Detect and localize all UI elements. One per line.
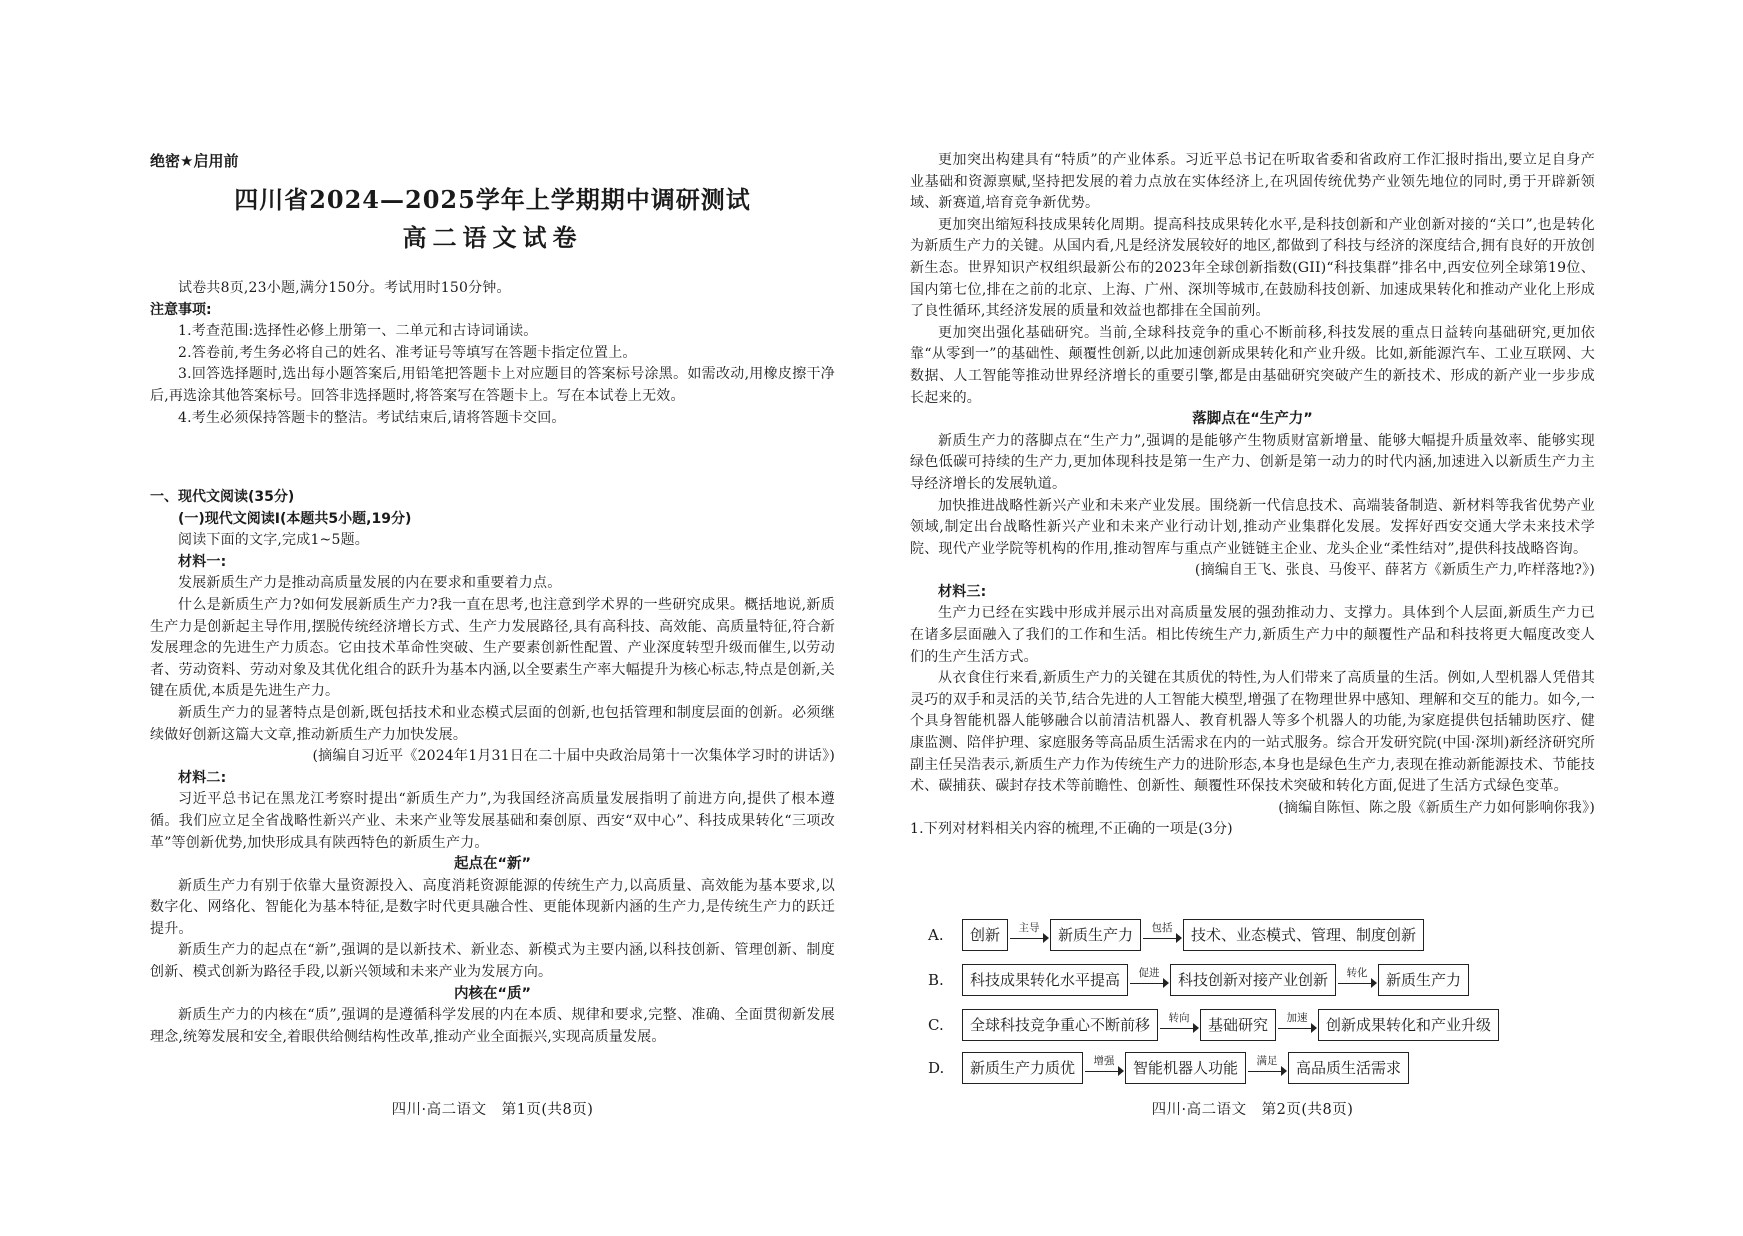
material-2-para: 更加突出构建具有“特质”的产业体系。习近平总书记在听取省委和省政府工作汇报时指出,要立足自身产业基础和资源禀赋,坚持把发展的着力点放在实体经济上,在巩固传统优势产业领先地位的同时,勇于开辟新领域、新赛道,培育竞争新优势。 [910, 152, 1595, 212]
material-1-para: 发展新质生产力是推动高质量发展的内在要求和重要着力点。 [178, 575, 562, 592]
material-2-heading: 材料二: [178, 769, 227, 786]
material-2-para: 更加突出缩短科技成果转化周期。提高科技成果转化水平,是科技创新和产业创新对接的“关口”,也是转化为新质生产力的关键。从国内看,凡是经济发展较好的地区,都做到了科技与经济的深度结合,拥有良好的开放创新生态。世界知识产权组织最新公布的2023年全球创新指数(GII)“科技集群”排名中,西安位列全球第19位、国内第七位,排在之前的北京、上海、广州、深圳等城市,在鼓励科技创新、加速成果转化和推动产业化上形成了良性循环,其经济发展的质量和效益也都排在全国前列。 [910, 216, 1595, 320]
arrow-label: 增强 [1093, 1055, 1115, 1067]
option-b[interactable] [910, 963, 1469, 997]
confidential-mark: 绝密★启用前 [150, 152, 239, 170]
flow-box: 创新 [962, 919, 1008, 951]
notice-item: 4.考生必须保持答题卡的整洁。考试结束后,请将答题卡交回。 [178, 409, 566, 426]
flow-box: 新质生产力 [1050, 919, 1141, 951]
arrow-icon [1083, 1051, 1125, 1085]
flow-box: 科技成果转化水平提高 [962, 964, 1128, 996]
left-reading [150, 487, 835, 1048]
option-d[interactable] [910, 1051, 1409, 1085]
option-a[interactable] [910, 918, 1424, 952]
option-label: B. [928, 971, 944, 989]
material-3-para: 生产力已经在实践中形成并展示出对高质量发展的强劲推动力、支撑力。具体到个人层面,新质生产力已在诸多层面融入了我们的工作和生活。相比传统生产力,新质生产力中的颠覆性产品和科技将更大幅度改变人们的生产生活方式。 [910, 605, 1595, 665]
arrow-icon [1246, 1051, 1288, 1085]
reading-instruction: 阅读下面的文字,完成1~5题。 [178, 532, 369, 549]
arrow-icon [1008, 918, 1050, 952]
arrow-icon [1158, 1008, 1200, 1042]
material-2-para: 新质生产力的落脚点在“生产力”,强调的是能够产生物质财富新增量、能够大幅提升质量效率、能够实现绿色低碳可持续的生产力,更加体现科技是第一生产力、创新是第一动力的时代内涵,加速进入以新质生产力主导经济增长的发展轨道。 [910, 432, 1595, 492]
section-heading: 一、现代文阅读(35分) [150, 489, 295, 505]
option-label: D. [928, 1059, 945, 1077]
notice-item: 1.考查范围:选择性必修上册第一、二单元和古诗词诵读。 [178, 323, 538, 340]
material-1-source: (摘编自习近平《2024年1月31日在二十届中央政治局第十一次集体学习时的讲话》) [312, 748, 835, 765]
exam-intro: 试卷共8页,23小题,满分150分。考试用时150分钟。 [178, 280, 511, 296]
right-body [910, 150, 1595, 841]
arrow-label: 转化 [1346, 967, 1368, 979]
page-footer: 四川·高二语文 第1页(共8页) [391, 1102, 594, 1118]
flow-box: 高品质生活需求 [1288, 1052, 1409, 1084]
arrow-icon [1128, 963, 1170, 997]
flow-box: 智能机器人功能 [1125, 1052, 1246, 1084]
material-2-para: 更加突出强化基础研究。当前,全球科技竞争的重心不断前移,科技发展的重点日益转向基础研究,更加依靠“从零到一”的基础性、颠覆性创新,以此加速创新成果转化和产业升级。比如,新能源汽车、工业互联网、大数据、人工智能等推动世界经济增长的重要引擎,都是由基础研究突破产生的新技术、形成的新产业一步步成长起来的。 [910, 324, 1595, 406]
material-2-para: 习近平总书记在黑龙江考察时提出“新质生产力”,为我国经济高质量发展指明了前进方向,提供了根本遵循。我们应立足全省战略性新兴产业、未来产业等发展基础和秦创原、西安“双中心”、科技成果转化“三项改革”等创新优势,加快形成具有陕西特色的新质生产力。 [150, 791, 835, 851]
option-label: A. [928, 926, 944, 944]
notice-heading: 注意事项: [150, 301, 212, 318]
material-2-para: 新质生产力的起点在“新”,强调的是以新技术、新业态、新模式为主要内涵,以科技创新、管理创新、制度创新、模式创新为路径手段,以新兴领域和未来产业为发展方向。 [150, 942, 835, 981]
arrow-icon [1276, 1008, 1318, 1042]
material-3-para: 从衣食住行来看,新质生产力的关键在其质优的特性,为人们带来了高质量的生活。例如,人型机器人凭借其灵巧的双手和灵活的关节,结合先进的人工智能大模型,增强了在物理世界中感知、理解和交互的能力。如今,一个具身智能机器人能够融合以前清洁机器人、教育机器人等多个机器人的功能,为家庭提供包括辅助医疗、健康监测、陪伴护理、家庭服务等高品质生活需求在内的一站式服务。综合开发研究院(中国·深圳)新经济研究所副主任吴浩表示,新质生产力作为传统生产力的进阶形态,本身也是绿色生产力,表现在推动新能源技术、节能技术、碳捕获、碳封存技术等前瞻性、创新性、颠覆性环保技术突破和转化方面,促进了生活方式绿色变革。 [910, 670, 1595, 795]
arrow-icon [1336, 963, 1378, 997]
flow-box: 新质生产力质优 [962, 1052, 1083, 1084]
left-body [150, 278, 835, 429]
page-footer: 四川·高二语文 第2页(共8页) [1151, 1102, 1354, 1118]
arrow-label: 转向 [1168, 1012, 1190, 1024]
subheading-start: 起点在“新” [453, 856, 532, 873]
flow-box: 全球科技竞争重心不断前移 [962, 1009, 1158, 1041]
arrow-label: 满足 [1256, 1055, 1278, 1067]
flow-box: 创新成果转化和产业升级 [1318, 1009, 1499, 1041]
subsection-heading: (一)现代文阅读Ⅰ(本题共5小题,19分) [178, 510, 412, 527]
flow-box: 科技创新对接产业创新 [1170, 964, 1336, 996]
notice-item: 2.答卷前,考生务必将自己的姓名、准考证号等填写在答题卡指定位置上。 [178, 344, 637, 361]
option-label: C. [928, 1016, 944, 1034]
arrow-label: 加速 [1286, 1012, 1308, 1024]
arrow-label: 包括 [1151, 922, 1173, 934]
exam-subtitle: 高二语文试卷 [402, 224, 583, 252]
option-c[interactable] [910, 1008, 1499, 1042]
subheading-land: 落脚点在“生产力” [1192, 411, 1313, 428]
material-1-heading: 材料一: [178, 553, 227, 570]
flow-box: 基础研究 [1200, 1009, 1276, 1041]
flow-box: 技术、业态模式、管理、制度创新 [1183, 919, 1424, 951]
arrow-label: 主导 [1018, 922, 1040, 934]
arrow-label: 促进 [1138, 967, 1160, 979]
flow-box: 新质生产力 [1378, 964, 1469, 996]
material-2-source: (摘编自王飞、张良、马俊平、薛茗方《新质生产力,咋样落地?》) [1194, 562, 1595, 579]
material-1-para: 什么是新质生产力?如何发展新质生产力?我一直在思考,也注意到学术界的一些研究成果。概括地说,新质生产力是创新起主导作用,摆脱传统经济增长方式、生产力发展路径,具有高科技、高效能、高质量特征,符合新发展理念的先进生产力质态。它由技术革命性突破、生产要素创新性配置、产业深度转型升级而催生,以劳动者、劳动资料、劳动对象及其优化组合的跃升为基本内涵,以全要素生产率大幅提升为核心标志,特点是创新,关键在质优,本质是先进生产力。 [150, 596, 835, 700]
material-1-para: 新质生产力的显著特点是创新,既包括技术和业态模式层面的创新,也包括管理和制度层面的创新。必须继续做好创新这篇大文章,推动新质生产力加快发展。 [150, 704, 835, 743]
subheading-core: 内核在“质” [453, 985, 532, 1002]
material-2-para: 加快推进战略性新兴产业和未来产业发展。围绕新一代信息技术、高端装备制造、新材料等我省优势产业领域,制定出台战略性新兴产业和未来产业行动计划,推动产业集群化发展。发挥好西安交通大学未来技术学院、现代产业学院等机构的作用,推动智库与重点产业链链主企业、龙头企业“柔性结对”,提供科技战略咨询。 [910, 497, 1595, 557]
arrow-icon [1141, 918, 1183, 952]
exam-title: 四川省2024—2025学年上学期期中调研测试 [234, 185, 751, 214]
notice-item: 3.回答选择题时,选出每小题答案后,用铅笔把答题卡上对应题目的答案标号涂黑。如需改动,用橡皮擦干净后,再选涂其他答案标号。回答非选择题时,将答案写在答题卡上。写在本试卷上无效。 [150, 366, 835, 404]
material-3-source: (摘编自陈恒、陈之殷《新质生产力如何影响你我》) [1278, 799, 1595, 816]
question-1: 1.下列对材料相关内容的梳理,不正确的一项是(3分) [910, 821, 1233, 838]
material-2-para: 新质生产力有别于依靠大量资源投入、高度消耗资源能源的传统生产力,以高质量、高效能为基本要求,以数字化、网络化、智能化为基本特征,是数字时代更具融合性、更能体现新内涵的生产力,是传统生产力的跃迁提升。 [150, 877, 835, 937]
material-2-para: 新质生产力的内核在“质”,强调的是遵循科学发展的内在本质、规律和要求,完整、准确、全面贯彻新发展理念,统筹发展和安全,着眼供给侧结构性改革,推动产业全面振兴,实现高质量发展。 [150, 1007, 835, 1045]
material-3-heading: 材料三: [938, 583, 987, 600]
